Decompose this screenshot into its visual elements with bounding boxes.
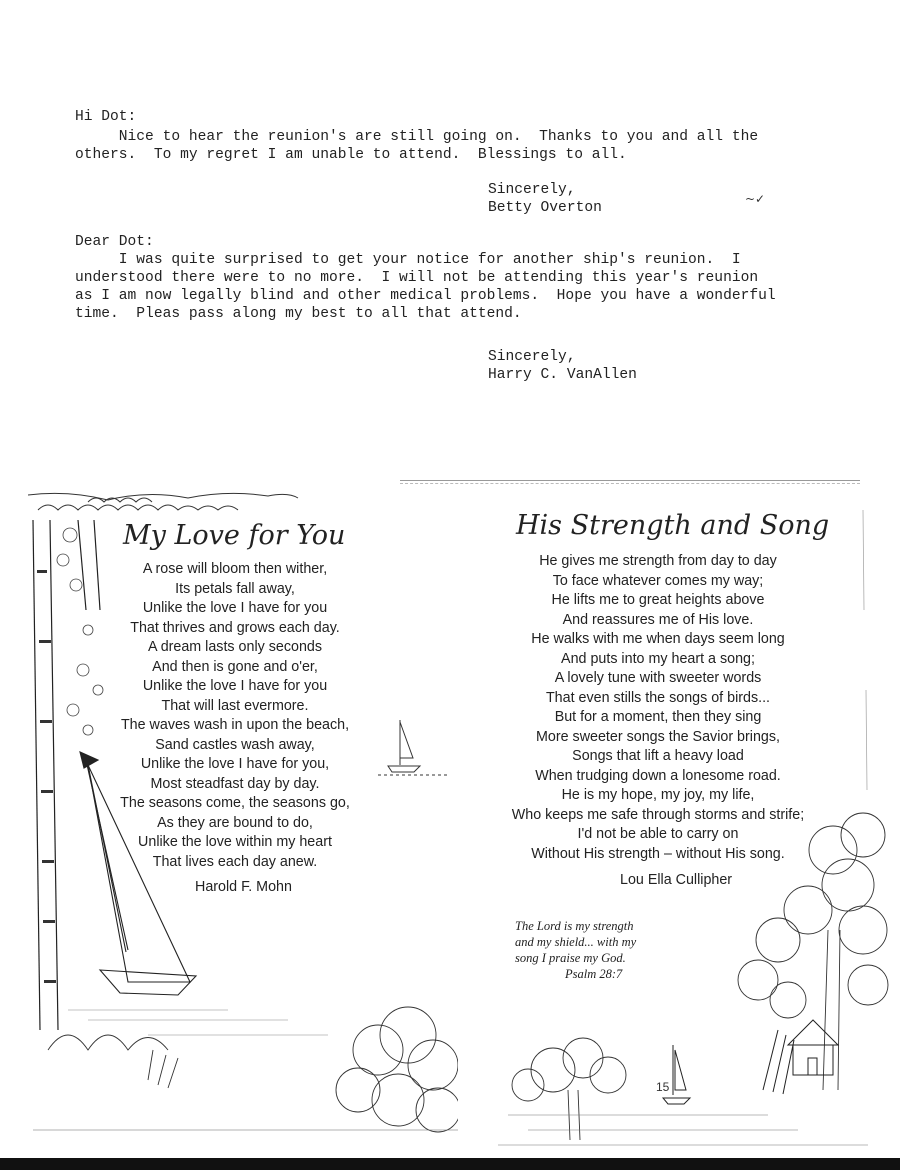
verse-line: The Lord is my strength (515, 919, 634, 933)
poem-line: He lifts me to great heights above (551, 592, 765, 608)
poem-body-right (478, 552, 838, 864)
letter-2-greeting: Dear Dot: (75, 234, 154, 250)
poem-line: But for a moment, then they sing (554, 709, 762, 725)
letter-1-signer: Betty Overton (488, 200, 602, 216)
poem-line: A rose will bloom then wither, (142, 561, 328, 577)
poem-line: I'd not be able to carry on (577, 826, 739, 842)
letter-2-body-line: as I am now legally blind and other medical problems. Hope you have a wonderful (75, 288, 776, 304)
poem-line: That even stills the songs of birds... (545, 689, 771, 706)
poem-line: He is my hope, my joy, my life, (561, 787, 755, 803)
poem-line: A lovely tune with sweeter words (554, 670, 762, 686)
poem-line: Songs that lift a heavy load (572, 748, 744, 764)
poem-line: Without His strength – without His song. (531, 845, 785, 862)
poem-line: Most steadfast day by day. (150, 775, 320, 792)
letter-1-greeting: Hi Dot: (75, 109, 137, 125)
poem-author-left: Harold F. Mohn (195, 879, 292, 895)
poem-line: The seasons come, the seasons go, (120, 795, 350, 811)
poem-line: And then is gone and o'er, (152, 658, 318, 675)
poem-line: Its petals fall away, (175, 580, 295, 597)
poem-line: That will last evermore. (161, 697, 309, 714)
scripture-verse (515, 918, 636, 982)
poem-line: To face whatever comes my way; (552, 572, 764, 589)
verse-line: and my shield... with my (515, 935, 637, 949)
page-number: 15 (656, 1080, 670, 1094)
poem-line: When trudging down a lonesome road. (535, 767, 781, 784)
poem-line: He gives me strength from day to day (539, 553, 777, 569)
letter-2-body-line: I was quite surprised to get your notice for another ship's reunion. I (75, 252, 741, 268)
letter-2-body-line: understood there were to no more. I will not be attending this year's reunion (75, 270, 759, 286)
scan-edge-bar (0, 1158, 900, 1170)
poem-line: Unlike the love I have for you (142, 600, 328, 616)
card-top-rule (400, 480, 860, 484)
poem-line: Unlike the love I have for you (142, 678, 328, 694)
letter-2-closing: Sincerely, (488, 349, 576, 365)
poem-line: Unlike the love within my heart (138, 834, 332, 850)
poem-line: That thrives and grows each day. (130, 619, 340, 636)
poem-card-left (28, 490, 458, 1155)
poem-title-right: His Strength and Song (516, 510, 830, 541)
poem-line: As they are bound to do, (157, 814, 313, 831)
poem-body-left (90, 560, 380, 872)
letter-1-body-line: Nice to hear the reunion's are still going on. Thanks to you and all the (75, 129, 759, 145)
poem-line: Who keeps me safe through storms and strife; (511, 806, 805, 823)
poem-line: And puts into my heart a song; (561, 650, 755, 667)
poem-line: Unlike the love I have for you, (140, 756, 330, 772)
letter-1-closing: Sincerely, (488, 182, 576, 198)
poem-line: Sand castles wash away, (155, 736, 315, 753)
handwritten-mark-icon: ~✓ (745, 192, 766, 206)
poem-line: The waves wash in upon the beach, (120, 717, 350, 733)
letter-2-body-line: time. Pleas pass along my best to all that attend. (75, 306, 522, 322)
poem-line: And reassures me of His love. (562, 611, 754, 628)
letter-2-signer: Harry C. VanAllen (488, 367, 637, 383)
poem-line: More sweeter songs the Savior brings, (536, 728, 780, 745)
poem-line: A dream lasts only seconds (147, 639, 323, 655)
poem-title-left: My Love for You (123, 520, 346, 551)
poem-line: That lives each day anew. (152, 853, 318, 870)
letter-1-body-line: others. To my regret I am unable to attend. Blessings to all. (75, 147, 627, 163)
poem-author-right: Lou Ella Cullipher (620, 872, 733, 888)
verse-line: song I praise my God. (515, 951, 626, 965)
verse-reference: Psalm 28:7 (565, 967, 623, 981)
poem-card-right (468, 490, 898, 1155)
poem-line: He walks with me when days seem long (531, 631, 785, 647)
